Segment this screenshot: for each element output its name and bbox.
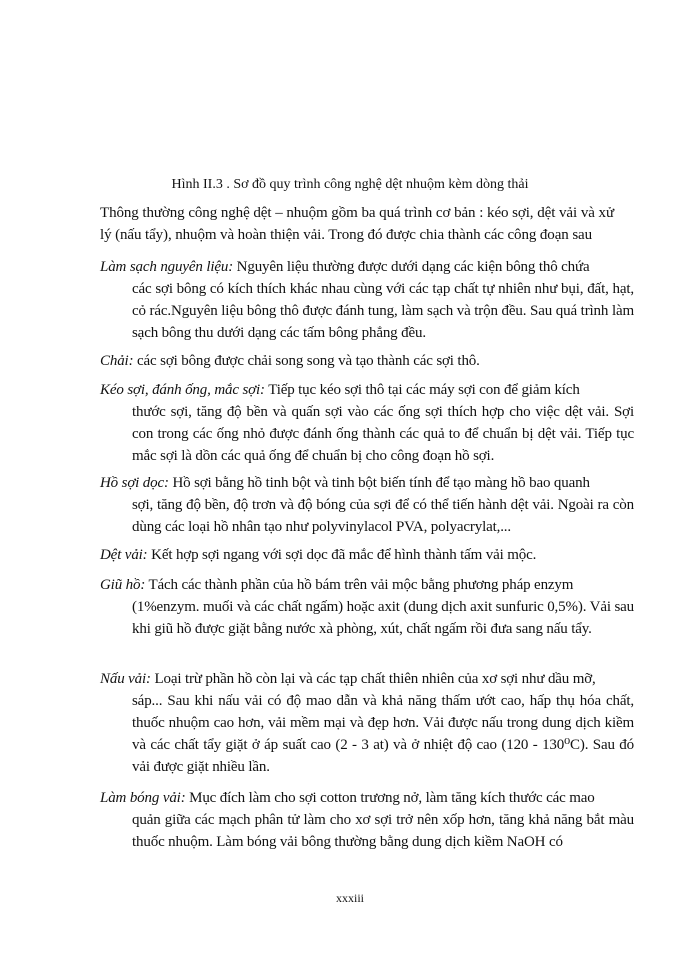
section-term: Làm bóng vải:: [100, 790, 186, 806]
section-term: Chải:: [100, 353, 134, 369]
section-first-text: Kết hợp sợi ngang với sợi dọc đã mắc để hình thành tấm vải mộc.: [147, 547, 537, 563]
section-first-text: Loại trừ phần hồ còn lại và các tạp chất thiên nhiên của xơ sợi như dầu mỡ,: [150, 671, 596, 687]
section-first-line: [100, 350, 634, 372]
section-first-line: [100, 668, 634, 690]
section-first-text: Hồ sợi bằng hồ tinh bột và tinh bột biến tính để tạo màng hồ bao quanh: [168, 475, 590, 491]
section-lam-bong-vai: [100, 787, 634, 853]
section-body: các sợi bông có kích thích khác nhau cùng với các tạp chất tự nhiên như bụi, đất, hạt, cỏ rác.Nguyên liệu bông thô được đánh tung, làm sạch và trộn đều. Sau quá trình làm sạch bông thu dưới dạng các tấm bông phẳng đều.: [132, 281, 634, 341]
section-first-text: Mục đích làm cho sợi cotton trương nở, làm tăng kích thước các mao: [185, 790, 595, 806]
section-term: Nấu vải:: [100, 671, 151, 687]
section-lam-sach-nguyen-lieu: [100, 256, 634, 344]
section-body: sợi, tăng độ bền, độ trơn và độ bóng của sợi để có thể tiến hành dệt vải. Ngoài ra còn dùng các loại hồ nhân tạo như polyvinylacol PVA, polyacrylat,...: [132, 497, 634, 535]
section-first-line: [100, 574, 634, 596]
section-term: Kéo sợi, đánh ống, mắc sợi:: [100, 382, 265, 398]
section-first-text: Nguyên liệu thường được dưới dạng các kiện bông thô chứa: [233, 259, 590, 275]
section-body: (1%enzym. muối và các chất ngấm) hoặc axit (dung dịch axit sunfuric 0,5%). Vải sau khi giũ hồ được giặt bằng nước xà phòng, xút, chất ngấm rồi đưa sang nấu tẩy.: [132, 599, 634, 637]
section-ho-soi-doc: [100, 472, 634, 538]
section-chai: [100, 350, 634, 372]
section-first-line: [100, 787, 634, 809]
section-body: sáp... Sau khi nấu vải có độ mao dẫn và khả năng thấm ướt cao, hấp thụ hóa chất, thuốc nhuộm cao hơn, vải mềm mại và đẹp hơn. Vải được nấu trong dung dịch kiềm và các chất tẩy giặt ở áp suất cao (2 - 3 at) và ở nhiệt độ cao (120 - 130⁰C). Sau đó vải được giặt nhiều lần.: [132, 693, 634, 775]
section-body: thước sợi, tăng độ bền và quấn sợi vào các ống sợi thích hợp cho việc dệt vải. Sợi con trong các ống nhỏ được đánh ống thành các quả to để chuẩn bị dệt vải. Tiếp tục mắc sợi là dồn các quả ống để chuẩn bị cho công đoạn hồ sợi.: [132, 404, 634, 464]
figure-caption: Hình II.3 . Sơ đồ quy trình công nghệ dệt nhuộm kèm dòng thải: [171, 177, 529, 192]
section-term: Giũ hồ:: [100, 577, 146, 593]
section-term: Hồ sợi dọc:: [100, 475, 169, 491]
intro-paragraph: Thông thường công nghệ dệt – nhuộm gồm ba quá trình cơ bản : kéo sợi, dệt vải và xử lý (nấu tẩy), nhuộm và hoàn thiện vải. Trong đó được chia thành các công đoạn sau: [100, 205, 614, 243]
section-giu-ho: [100, 574, 634, 640]
page-number: xxxiii: [335, 891, 364, 905]
section-term: Làm sạch nguyên liệu:: [100, 259, 234, 275]
section-first-line: [100, 256, 634, 278]
section-keo-soi: [100, 379, 634, 467]
section-det-vai: [100, 544, 634, 566]
section-term: Dệt vải:: [100, 547, 148, 563]
section-first-text: các sợi bông được chải song song và tạo thành các sợi thô.: [133, 353, 480, 369]
section-nau-vai: [100, 668, 634, 778]
section-first-line: [100, 472, 634, 494]
section-first-line: [100, 379, 634, 401]
section-body: quản giữa các mạch phân tử làm cho xơ sợi trở nên xốp hơn, tăng khả năng bắt màu thuốc nhuộm. Làm bóng vải bông thường bằng dung dịch kiềm NaOH có: [132, 812, 634, 850]
section-first-text: Tiếp tục kéo sợi thô tại các máy sợi con để giảm kích: [264, 382, 580, 398]
section-first-line: [100, 544, 634, 566]
section-first-text: Tách các thành phần của hồ bám trên vải mộc bằng phương pháp enzym: [145, 577, 574, 593]
